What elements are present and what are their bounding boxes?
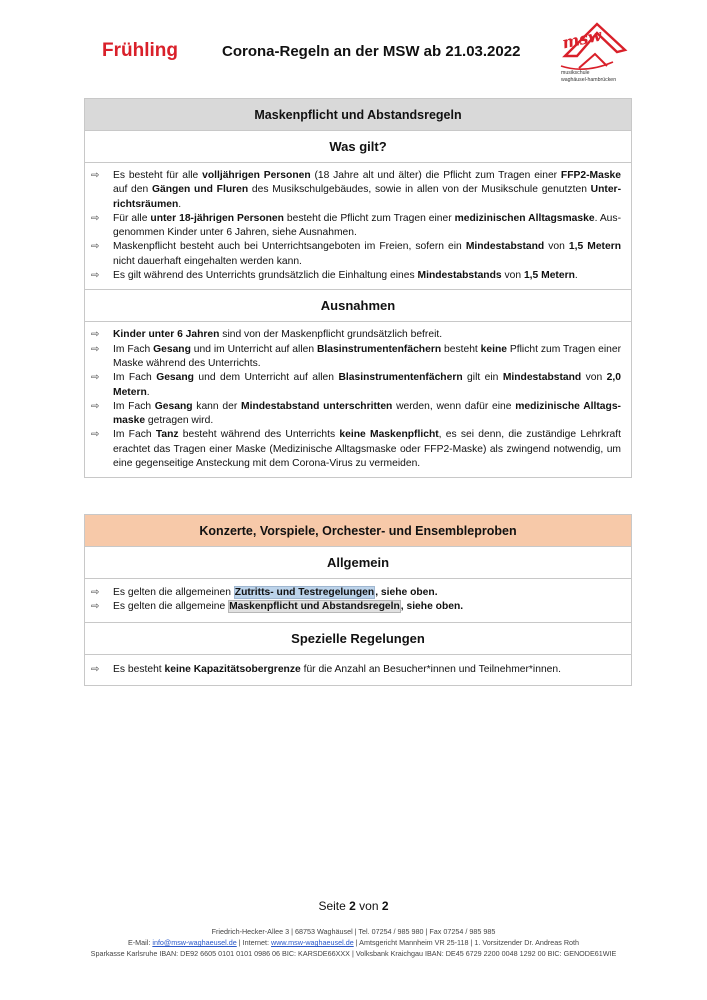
list-item: ⇨ Im Fach Tanz besteht während des Unterrichts keine Maskenpflicht, es sei denn, die zuständige Lehrkraft erachtet das Tragen einer Maske (Medizinische Alltagsmaske oder FFP2-Maske) als zwingend notwendig, um eine gegenseitige Ansteckung mit dem Corona-Virus zu vermeiden. [91, 428, 621, 471]
section-title: Maskenpflicht und Abstandsregeln [85, 98, 631, 130]
link-test-rules[interactable]: Zutritts- und Testregelungen [234, 587, 375, 598]
arrow-right-icon: ⇨ [91, 270, 100, 282]
logo-caption-1: musikschule [561, 70, 590, 76]
arrow-right-icon: ⇨ [91, 663, 100, 675]
email-link[interactable]: info@msw-waghaeusel.de [152, 938, 237, 947]
exceptions-list [85, 321, 631, 477]
subsection-title: Spezielle Regelungen [85, 622, 631, 654]
list-item: ⇨ Im Fach Gesang und dem Unterricht auf allen Blasinstrumentenfächern gilt ein Mindestabstand von 2,0 Metern. [91, 371, 621, 400]
footer-address: Friedrich-Hecker-Allee 3 | 68753 Waghäusel | Tel. 07254 / 985 980 | Fax 07254 / 985 985 [211, 927, 496, 936]
subsection-title: Allgemein [85, 546, 631, 578]
arrow-right-icon: ⇨ [91, 400, 100, 412]
link-mask-rules[interactable]: Maskenpflicht und Abstandsregeln [229, 601, 400, 613]
page-header [0, 0, 707, 90]
list-item: ⇨ Es gelten die allgemeinen Zutritts- und Testregelungen, siehe oben. [91, 586, 621, 600]
footer-contact: E-Mail: info@msw-waghaeusel.de | Internet: www.msw-waghaeusel.de | Amtsgericht Mannheim VR 25-118 | 1. Vorsitzender Dr. Andreas Roth [127, 938, 580, 947]
svg-text:msw: msw [560, 25, 604, 53]
arrow-right-icon: ⇨ [91, 429, 100, 441]
footer-bank: Sparkasse Karlsruhe IBAN: DE92 6605 0101 0101 0986 06 BIC: KARSDE66XXX | Volksbank Kraichgau IBAN: DE45 6729 2200 0048 1292 00 BIC: GENODE61WIE [90, 949, 617, 958]
subsection-title: Ausnahmen [85, 289, 631, 321]
arrow-right-icon: ⇨ [91, 170, 100, 181]
list-item: ⇨ Für alle unter 18-jährigen Personen besteht die Pflicht zum Tragen einer medizinischen Alltagsmaske. Ausgenommen Kinder unter 6 Jahren, siehe Ausnahmen. [91, 212, 621, 241]
list-item: ⇨ Es gelten die allgemeine Maskenpflicht und Abstandsregeln, siehe oben. [91, 600, 621, 614]
list-item: ⇨ Es gilt während des Unterrichts grundsätzlich die Einhaltung eines Mindestabstands von 1,5 Metern. [91, 269, 621, 283]
arrow-right-icon: ⇨ [91, 587, 100, 598]
special-list [85, 654, 631, 685]
rules-list [85, 162, 631, 289]
list-item: ⇨ Maskenpflicht besteht auch bei Unterrichtsangeboten im Freien, sofern ein Mindestabstand von 1,5 Metern nicht dauerhaft eingehalten werden kann. [91, 240, 621, 269]
subsection-title: Was gilt? [85, 130, 631, 162]
logo-caption-2: waghäusel-hambrücken [561, 77, 617, 83]
arrow-right-icon: ⇨ [91, 372, 100, 384]
list-item: ⇨ Es besteht keine Kapazitätsobergrenze für die Anzahl an Besucher*innen und Teilnehmer*innen. [91, 663, 621, 677]
arrow-right-icon: ⇨ [91, 241, 100, 253]
list-item: ⇨ Kinder unter 6 Jahren sind von der Maskenpflicht grundsätzlich befreit. [91, 328, 621, 342]
page-number: Seite 2 von 2 [318, 899, 389, 913]
section-concerts [84, 514, 632, 686]
list-item: ⇨ Es besteht für alle volljährigen Personen (18 Jahre alt und älter) die Pflicht zum Tragen einer FFP2-Maske auf den Gängen und Fluren des Musikschulgebäudes, sowie in allen von der Musikschule genutzten Unterrichtsräumen. [91, 169, 621, 212]
list-item: ⇨ Im Fach Gesang und im Unterricht auf allen Blasinstrumentenfächern besteht keine Pflicht zum Tragen einer Maske während des Unterrichts. [91, 343, 621, 372]
arrow-right-icon: ⇨ [91, 329, 100, 341]
section-title: Konzerte, Vorspiele, Orchester- und Ensembleproben [85, 514, 631, 546]
season-label: Frühling [102, 40, 178, 61]
section-masks [84, 98, 632, 478]
list-item: ⇨ Im Fach Gesang kann der Mindestabstand unterschritten werden, wenn dafür eine medizinische Alltagsmaske getragen wird. [91, 400, 621, 429]
arrow-right-icon: ⇨ [91, 212, 100, 224]
general-list [85, 578, 631, 622]
website-link[interactable]: www.msw-waghaeusel.de [271, 938, 354, 947]
document-title: Corona-Regeln an der MSW ab 21.03.2022 [222, 43, 521, 60]
arrow-right-icon: ⇨ [91, 343, 100, 355]
arrow-right-icon: ⇨ [91, 601, 100, 613]
